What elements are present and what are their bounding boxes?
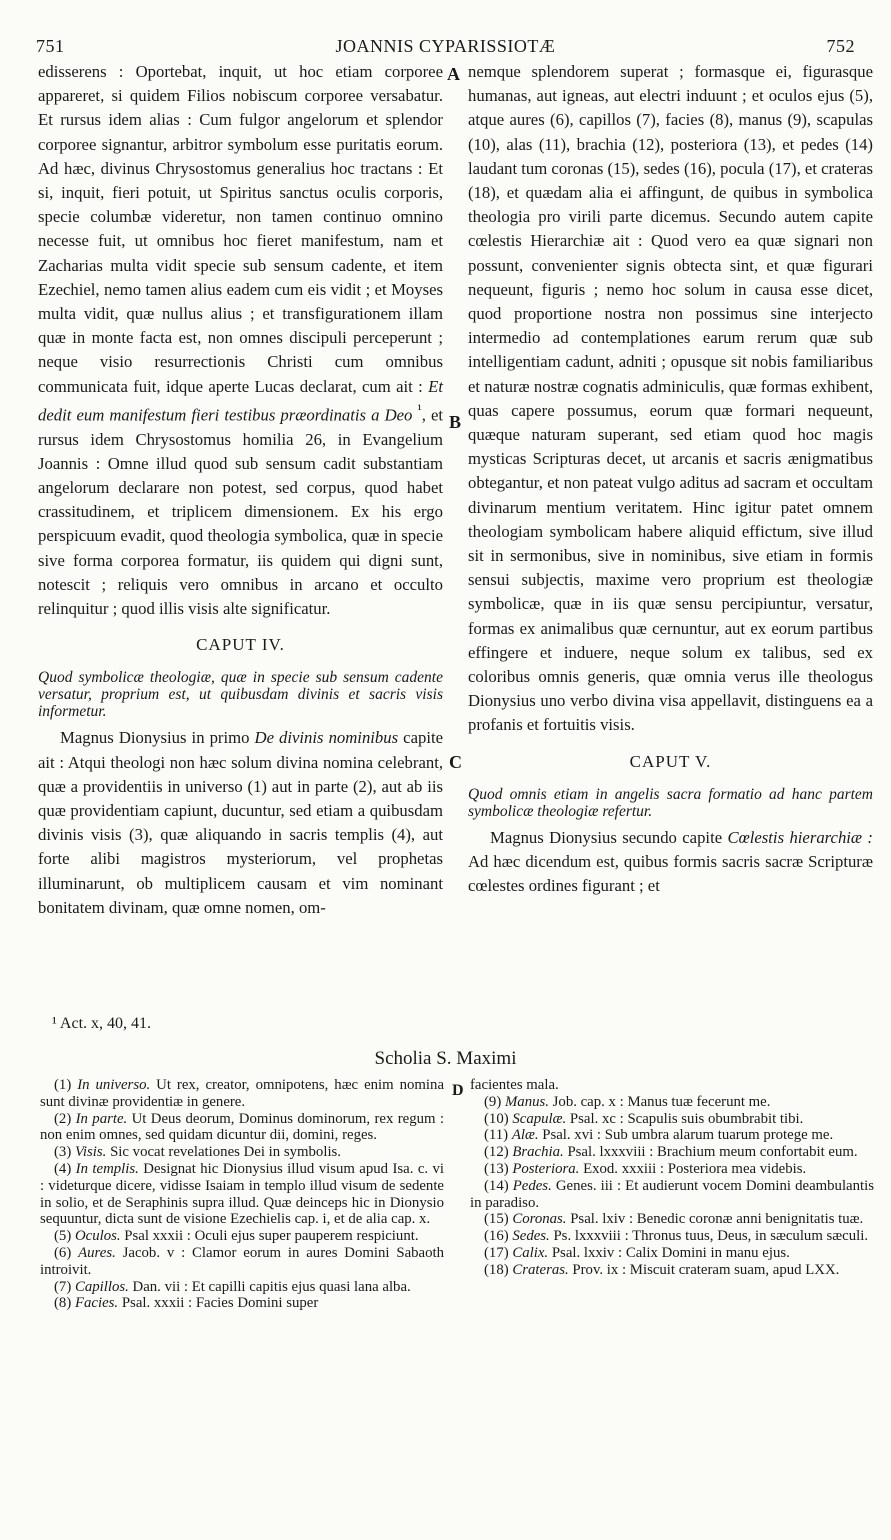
margin-letter-d: D <box>452 1082 464 1099</box>
scholion: (16) Sedes. Ps. lxxxviii : Thronus tuus, Deus, in sæculum sæculi. <box>484 1228 869 1245</box>
scholion: (2) In parte. Ut Deus deorum, Dominus dominorum, rex regum : non enim omnes, sed quidam dicuntur dii, domini, reges. <box>40 1110 444 1144</box>
right-text-column <box>468 60 873 899</box>
scholion: (17) Calix. Psal. lxxiv : Calix Domini in manu ejus. <box>484 1244 790 1261</box>
scholion: facientes mala. <box>470 1077 559 1093</box>
paragraph: Magnus Dionysius in primo De divinis nominibus capite ait : Atqui theologi non hæc solum divina nomina celebrant, quæ a providentiis in universo (1) aut in parte (2), aut ab iis quæ providentiam capiunt, ducuntur, sed etiam a quibusdam divinis visis (3), quæ aliquando in sacris templis (4), aut forte alibi magistros mysteriorum, vel prophetas illuminarunt, ob multiplicem causam et vim nominant bonitatem divinam, quæ omne nomen, om- <box>38 728 444 917</box>
paragraph: Magnus Dionysius secundo capite Cœlestis hierarchiæ : Ad hæc dicendum est, quibus formis sacris sacræ Scripturæ cœlestes ordines figurant ; et <box>468 827 873 896</box>
scholion: (15) Coronas. Psal. lxiv : Benedic coronæ anni benignitatis tuæ. <box>484 1211 864 1228</box>
scholion: (13) Posteriora. Exod. xxxiii : Posteriora mea videbis. <box>484 1160 807 1177</box>
paragraph: nemque splendorem superat ; formasque ei, figurasque humanas, aut igneas, aut electri induunt ; et oculos ejus (5), atque aures (6), capillos (7), facies (8), manus (9), scapulas (10), alas (11), brachia (12), posteriora (13), et pedes (14) laudant tum coronas (15), sedes (16), pocula (17), et crateras (18), et quædam alia ei affingunt, de quibus in symbolica theologia pro virili parte dicemus. Secundo autem capite cœlestis Hierarchiæ ait : Quod vero ea quæ signari non possunt, convenienter signis obtecta sint, et quæ figurari nequeunt, figuris ; nemo hoc solum in causa esse dicet, quod proportione nostra non possimus sine interjecto intermedio ad contemplationes earum rerum quæ sub intelligentiam cadunt, adniti ; opusque sit nobis familiaribus et naturæ nostræ cognatis adminiculis, quæ formas exhibent, quas capere possumus, eorum quæ formari nequeunt, quæque naturam superant, sed etiam quod hoc magis mysticas Scripturas decet, ut arcanis et sacris ænigmatibus obtegantur, et non pateat vulgo aditus ad sacram et occultam divinarum mentium veritatem. Hinc igitur patet omnem theologiam symbolicam habere aliquid effictum, sive illud sit in sermonibus, sive in nominibus, sive etiam in formis sensui subjectis, maxime vero proprium est theologiæ symbolicæ, quæ in iis quæ sensu percipiuntur, versatur, formas ex animalibus quæ cernuntur, aut ex eorum partibus effingere et induere, neque solum ex talibus, sed ex coloribus omnis generis, quæ omnia verus ille theologus Dionysius uno verbo divina visa appellavit, distinguens ea a profanis et fortuitis visis. <box>468 62 873 735</box>
scholion: (7) Capillos. Dan. vii : Et capilli capitis ejus quasi lana alba. <box>54 1278 411 1295</box>
scholion: (18) Crateras. Prov. ix : Miscuit crateram suam, apud LXX. <box>484 1261 840 1278</box>
scholion: (1) In universo. Ut rex, creator, omnipotens, hæc enim nomina sunt divinæ providentiæ in genere. <box>40 1077 445 1110</box>
chapter-heading: CAPUT V. <box>629 751 712 771</box>
footnote-marker: ¹ <box>417 402 422 418</box>
paragraph: edisserens : Oportebat, inquit, ut hoc etiam corporee appareret, si quidem Filios nobiscum corporee versabatur. Et rursus idem alias : Cum fulgor angelorum et splendor corporee signantur, arbitror symbolum esse puritatis eorum. Ad hæc, divinus Chrysostomus generalius hoc tractans : Et si, inquit, fieri potuit, ut Spiritus sanctus oculis corporis, specie columbæ videretur, non tamen continuo omnino necesse fuit, ut omnibus hoc fieret manifestum, nam et Zacharias multa vidit specie sub sensum cadente, et item Ezechiel, nemo tamen alius eadem cum eis vidit ; et Moyses multa vidit, quæ nullus alius ; et transfigurationem illam quæ in monte facta est, non omnes discipuli perceperunt ; neque visio resurrectionis Christi cum omnibus communicata fuit, idque aperte Lucas declarat, cum ait : Et dedit eum manifestum fieri testibus præordinatis a Deo $^{^1}$, et rursus idem Chrysostomus homilia 26, in Evangelium Joannis : Omne illud quod sub sensum cadit substantiam angelorum declarare non potest, sed corpus, quod habet crassitudinem, et triplicem dimensionem. Ex his ergo perspicuum evadit, quod theologia symbolica, quæ in specie sive forma corporea formatur, iis quidem qui digni sunt, notescit ; reliquis vero omnibus in arcano et occulto relinquitur ; quod illis visis alte significatur. <box>38 62 444 619</box>
scholion: (14) Pedes. Genes. iii : Et audierunt vocem Domini deambulantis in paradiso. <box>470 1177 875 1211</box>
margin-letter-a: A <box>447 64 460 84</box>
italic-quote: Et dedit eum manifestum fieri testibus præordinatis a Deo <box>38 376 443 425</box>
scholion: (12) Brachia. Psal. lxxxviii : Brachium meum confortabit eum. <box>484 1144 858 1161</box>
scholion: (11) Alæ. Psal. xvi : Sub umbra alarum tuarum protege me. <box>484 1127 834 1144</box>
margin-letter-c: C <box>449 752 462 772</box>
scholion: (6) Aures. Jacob. v : Clamor eorum in aures Domini Sabaoth introivit. <box>40 1244 445 1278</box>
scholia-heading: Scholia S. Maximi <box>374 1048 517 1069</box>
running-title: JOANNIS CYPARISSIOTÆ <box>335 36 556 56</box>
scholion: (4) In templis. Designat hic Dionysius illud visum apud Isa. c. vi : videturque dicere, vidisse Isaiam in templo illud visum de sedente in solio, et de Seraphinis supra illud. Quæ deinceps hic in Dionysio sequuntur, dicta sunt de visione Ezechielis cap. i, et de alia cap. x. <box>40 1160 444 1228</box>
scholion: (8) Facies. Psal. xxxii : Facies Domini super <box>54 1295 319 1312</box>
chapter-summary: Quod symbolicæ theologiæ, quæ in specie sub sensum cadente versatur, proprium est, ut quibusdam divinis et sacris visis informetur. <box>38 669 443 721</box>
scholion: (10) Scapulæ. Psal. xc : Scapulis suis obumbrabit tibi. <box>484 1110 804 1127</box>
running-header <box>0 36 891 60</box>
page-number-left: 751 <box>36 36 65 56</box>
chapter-heading: CAPUT IV. <box>196 635 285 655</box>
scholia-right-column <box>470 1077 874 1279</box>
left-text-column <box>38 60 443 920</box>
scholion: (5) Oculos. Psal xxxii : Oculi ejus super pauperem respiciunt. <box>54 1228 419 1245</box>
scholia-left-column <box>40 1077 444 1312</box>
margin-letter-b: B <box>449 412 462 432</box>
chapter-summary: Quod omnis etiam in angelis sacra formatio ad hanc partem symbolicæ theologiæ refertur. <box>468 785 873 820</box>
page-number-right: 752 <box>826 36 855 56</box>
scholion: (9) Manus. Job. cap. x : Manus tuæ fecerunt me. <box>484 1093 771 1110</box>
footnote: ¹ Act. x, 40, 41. <box>52 1015 152 1032</box>
scholion: (3) Visis. Sic vocat revelationes Dei in symbolis. <box>54 1144 342 1161</box>
